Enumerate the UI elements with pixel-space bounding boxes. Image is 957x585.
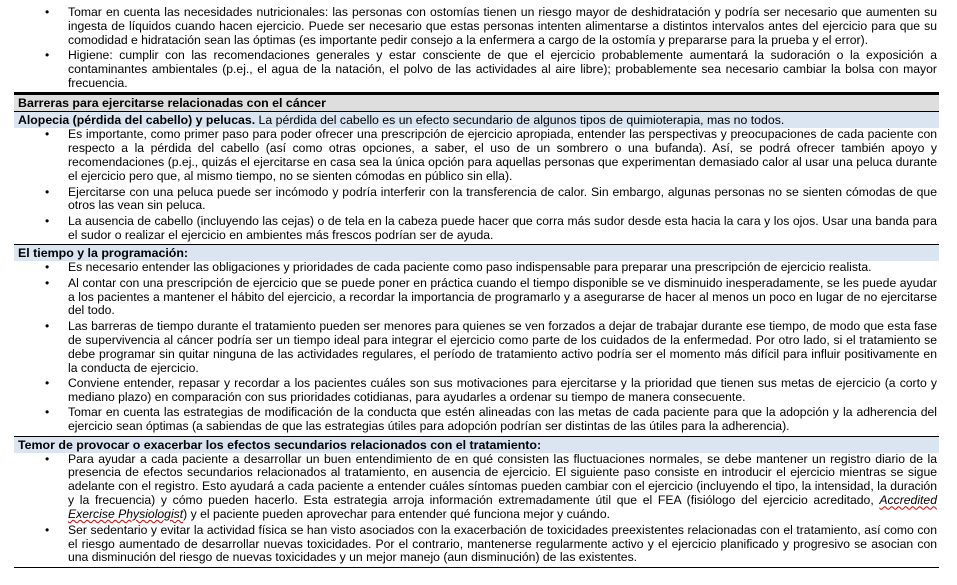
- list-item: • Ejercitarse con una peluca puede ser incómodo y podría interferir con la transferencia de calor. Sin embargo, algunas personas no se sienten cómodas de que otros las vean sin peluca.: [14, 186, 939, 214]
- list-item: • Higiene: cumplir con las recomendaciones generales y estar consciente de que el ejercicio probablemente aumentará la sudoración o la exposición a contaminantes ambientales (p.ej., el agua de la natación, el polvo de las actividades al aire libre); probablemente sea necesario cambiar la bolsa con mayor frecuencia.: [14, 49, 939, 91]
- alopecia-bullet-list: [14, 128, 939, 242]
- temor-heading: Temor de provocar o exacerbar los efectos secundarios relacionados con el tratamiento:: [14, 436, 939, 453]
- list-item: • Las barreras de tiempo durante el tratamiento pueden ser menores para quienes se ven forzados a dejar de trabajar durante ese tiempo, de modo que esta fase de supervivencia al cáncer podría ser un tiempo ideal para integrar el ejercicio como parte de los cuidados de la enfermedad. Por otro lado, si el tratamiento se debe programar sin quitar ninguna de las actividades regulares, el período de tratamiento activo podría ser el momento más difícil para influir positivamente en la conducta de ejercicio.: [14, 320, 939, 376]
- intro-bullet-list: [14, 6, 939, 91]
- tiempo-heading: El tiempo y la programación:: [14, 244, 939, 261]
- temor-italic-term: Accredited Exercise Physiologist: [68, 493, 937, 522]
- list-item: • Tomar en cuenta las estrategias de modificación de la conducta que estén alineadas con las metas de cada paciente para que la adopción y la adherencia del ejercicio sean óptimas (a sabiendas de que las estrategias útiles para adopción podrían ser distintas de las útiles para la adherencia).: [14, 406, 939, 434]
- list-item: [14, 453, 939, 523]
- tiempo-bullet-list: [14, 261, 939, 434]
- temor-text-a: Para ayudar a cada paciente a desarrollar un buen entendimiento de en qué consisten las fluctuaciones normales, se debe mantener un registro diario de la presencia de efectos secundarios relacionados al tratamiento, en ausencia de ejercicio. El siguiente paso consiste en introducir el ejercicio mientras se sigue adelante con el registro. Esto ayudará a cada paciente a entender cuáles síntomas pueden cambiar con el ejercicio (incluyendo el tipo, la intensidad, la duración y la frecuencia) y cómo pueden hacerlo. Esta estrategia arroja información extremadamente útil que el FEA (fisiólogo del ejercicio acreditado,: [68, 451, 937, 508]
- alopecia-heading: [14, 111, 939, 128]
- temor-text-b: ) y el paciente pueden aprovechar para entender qué funciona mejor y cuándo.: [183, 507, 611, 522]
- list-item: • Conviene entender, repasar y recordar a los pacientes cuáles son sus motivaciones para ejercitarse y la prioridad que tienen sus metas de ejercicio (a corto y mediano plazo) en comparación con sus prioridades cotidianas, para ayudarles a ordenar su tiempo de manera consecuente.: [14, 377, 939, 405]
- bottom-rule: [14, 567, 939, 568]
- document-page: [14, 0, 939, 568]
- list-item: • Ser sedentario y evitar la actividad física se han visto asociados con la exacerbación de toxicidades preexistentes relacionadas con el tratamiento, así como con el riesgo aumentado de desarrollar nuevas toxicidades. Por el contrario, mantenerse regularmente activo y el ejercicio planificado y progresivo se asocian con una disminución del riesgo de nuevas toxicidades y un mejor manejo (aun disminución) de las existentes.: [14, 524, 939, 566]
- list-item: • Es importante, como primer paso para poder ofrecer una prescripción de ejercicio apropiada, entender las perspectivas y preocupaciones de cada paciente con respecto a la pérdida del cabello (así como otras opciones, a saber, el uso de un sombrero o una bufanda). Así, se podrá ofrecer también apoyo y recomendaciones (p.ej., quizás el ejercitarse en casa sea la única opción para aquellas personas que experimentan demasiado calor al usar una peluca durante el ejercicio pero que, al mismo tiempo, no se sienten cómodas en público sin ella).: [14, 128, 939, 184]
- list-item: • Tomar en cuenta las necesidades nutricionales: las personas con ostomías tienen un riesgo mayor de deshidratación y podría ser necesario que aumenten su ingesta de líquidos cuando hacen ejercicio. Puede ser necesario que estas personas intenten alimentarse a distintos intervalos antes del ejercicio para que su comodidad e hidratación sean las óptimas (es importante pedir consejo a la enfermera a cargo de la ostomía y prepararse para la prueba y el error).: [14, 6, 939, 48]
- list-item: • La ausencia de cabello (incluyendo las cejas) o de tela en la cabeza puede hacer que corra más sudor desde esta hacia la cara y los ojos. Usar una banda para el sudor o realizar el ejercicio en ambientes más frescos podrían ser de ayuda.: [14, 215, 939, 243]
- list-item: • Al contar con una prescripción de ejercicio que se puede poner en práctica cuando el tiempo disponible se ve disminuido inesperadamente, se les puede ayudar a los pacientes a mantener el hábito del ejercicio, a recordar la importancia de programarlo y a asegurarse de hacer al menos un poco en lugar de no ejercitarse del todo.: [14, 277, 939, 319]
- alopecia-lead: La pérdida del cabello es un efecto secundario de algunos tipos de quimioterapia, mas no todos.: [255, 113, 785, 128]
- section-heading: Barreras para ejercitarse relacionadas con el cáncer: [14, 92, 939, 111]
- alopecia-title: Alopecia (pérdida del cabello) y pelucas.: [18, 113, 256, 128]
- list-item: • Es necesario entender las obligaciones y prioridades de cada paciente como paso indispensable para preparar una prescripción de ejercicio realista.: [14, 261, 939, 275]
- temor-bullet-list: [14, 453, 939, 566]
